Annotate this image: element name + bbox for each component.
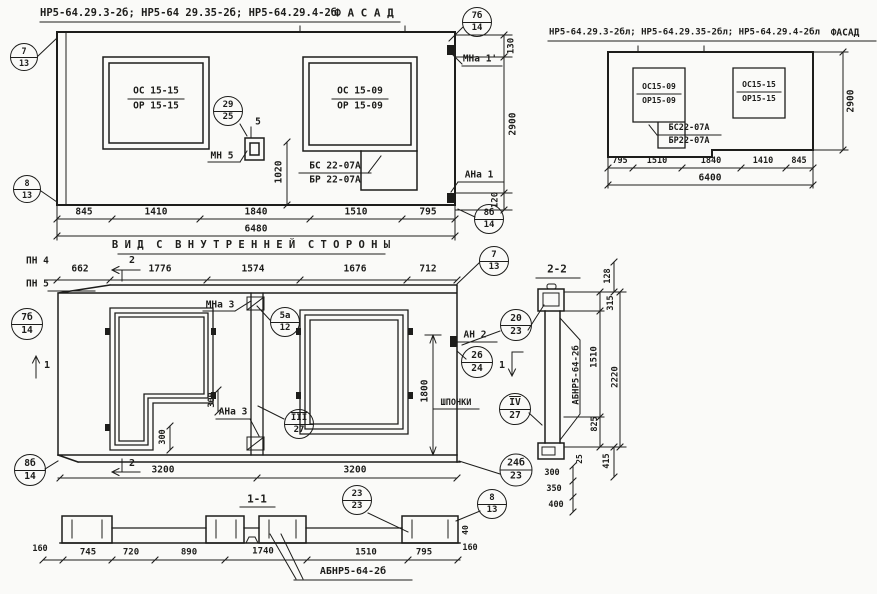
facade-left-title-codes: НР5-64.29.3-2б; НР5-64 29.35-2б; НР5-64.29.4-2б bbox=[40, 6, 338, 19]
callout-29-25-bottom: 25 bbox=[214, 111, 242, 123]
fr-dim-2900: 2900 bbox=[845, 89, 857, 113]
facade-left-title-fasad: Ф А С А Д bbox=[334, 6, 394, 20]
facade-right-linework bbox=[548, 41, 876, 188]
fl-dim-2900: 2900 bbox=[507, 112, 519, 136]
mna3-label: МНа 3 bbox=[205, 299, 235, 311]
section1-marker-left-label: 1 bbox=[43, 360, 51, 371]
s22-dim-128: 128 bbox=[602, 268, 613, 284]
callout-iv-27-bottom: 27 bbox=[500, 409, 530, 422]
mv-dim-300-upper: 300 bbox=[206, 392, 217, 408]
fr-dim-845: 845 bbox=[791, 155, 807, 166]
s11-dim-160-right: 160 bbox=[462, 542, 478, 553]
fr-window-right-top: ОС15-15 bbox=[742, 80, 776, 89]
callout-8-13-left-top: 8 bbox=[24, 178, 30, 189]
facade-right-title-fasad: ФАСАД bbox=[830, 27, 860, 39]
s22-dim-400: 400 bbox=[548, 499, 564, 510]
callout-iii-27-top: $\overline{III}$ bbox=[290, 412, 308, 423]
callout-7-13-left-bottom: 13 bbox=[11, 57, 37, 68]
fr-window-left-bottom: ОР15-09 bbox=[642, 96, 676, 105]
s22-dim-825: 825 bbox=[589, 416, 600, 432]
fr-door-top: БС22-07А bbox=[668, 122, 710, 133]
facade-left-window-right-bottom: ОР 15-09 bbox=[337, 100, 383, 112]
callout-8b-14-right-top: 8б bbox=[483, 207, 495, 218]
facade-left-window-left-bottom: ОР 15-15 bbox=[133, 100, 179, 112]
fr-dim-795: 795 bbox=[612, 155, 628, 166]
callout-26-24-top: 26 bbox=[471, 350, 483, 361]
callout-24b-23-top: 24б bbox=[507, 457, 525, 469]
fr-dim-1510: 1510 bbox=[646, 155, 668, 166]
fl-dim-795: 795 bbox=[419, 206, 437, 218]
s22-dim-415: 415 bbox=[601, 453, 612, 469]
mv-dim-1800: 1800 bbox=[419, 379, 431, 403]
callout-20-23-bottom: 23 bbox=[501, 325, 531, 338]
inner-view-title: В И Д С В Н У Т Р Е Н Н Е Й С Т О Р О Н Ы bbox=[111, 238, 391, 251]
dim-1020: 1020 bbox=[273, 160, 285, 184]
facade-left-linework bbox=[38, 22, 512, 240]
section2-marker-top-label: 2 bbox=[128, 255, 136, 266]
mv-dim-1676: 1676 bbox=[343, 263, 367, 275]
s11-dim-1510: 1510 bbox=[355, 547, 377, 558]
facade-left-window-right-top: ОС 15-09 bbox=[337, 85, 383, 97]
fr-dim-6400: 6400 bbox=[698, 172, 722, 184]
s22-dim-300: 300 bbox=[544, 467, 560, 478]
callout-7-13-left-top: 7 bbox=[21, 46, 27, 57]
ana3-label: АНа 3 bbox=[218, 406, 248, 418]
s11-dim-890: 890 bbox=[180, 547, 198, 558]
fl-dim-845: 845 bbox=[75, 206, 93, 218]
mv-dim-3200-left: 3200 bbox=[151, 464, 175, 476]
mv-dim-662: 662 bbox=[71, 263, 89, 275]
s11-dim-745: 745 bbox=[79, 547, 97, 558]
callout-8b-14-bottom-top: 8б bbox=[24, 458, 36, 469]
callout-7b-14-right-bottom: 14 bbox=[463, 22, 491, 34]
callout-iii-27-bottom: 27 bbox=[285, 424, 313, 436]
an2-label: АН 2 bbox=[463, 329, 487, 341]
fl-dim-130: 130 bbox=[506, 37, 517, 55]
facade-left-door-top: БС 22-07А bbox=[309, 160, 361, 172]
callout-7b-14-right-top: 7б bbox=[471, 10, 483, 21]
fl-dim-120: 120 bbox=[490, 191, 501, 209]
mv-dim-300-lower: 300 bbox=[157, 429, 168, 445]
callout-20-23-top: 20 bbox=[510, 313, 522, 324]
callout-iv-27-top: $\overline{IV}$ bbox=[509, 397, 521, 408]
callout-5a-12-bottom: 12 bbox=[271, 322, 299, 334]
ana1-label: АНа 1 bbox=[464, 169, 494, 181]
inner-view-linework bbox=[33, 254, 545, 521]
fr-dim-1840: 1840 bbox=[700, 155, 722, 166]
fl-dim-6480: 6480 bbox=[244, 223, 268, 235]
mna1-label: МНа 1' bbox=[462, 53, 498, 65]
fl-dim-1510: 1510 bbox=[344, 206, 368, 218]
fr-window-right-bottom: ОР15-15 bbox=[742, 94, 776, 103]
mv-dim-1776: 1776 bbox=[148, 263, 172, 275]
s22-dim-2220: 2220 bbox=[610, 366, 621, 388]
callout-8b-14-bottom-bottom: 14 bbox=[15, 470, 45, 483]
mn5-label: МН 5 bbox=[210, 150, 234, 162]
callout-8-13-left-bottom: 13 bbox=[14, 189, 40, 200]
section1-marker-right-label: 1 bbox=[498, 360, 506, 371]
fr-door-bottom: БР22-07А bbox=[668, 135, 710, 146]
callout-23-23-bottom: 23 bbox=[343, 500, 371, 512]
s11-dim-160-left: 160 bbox=[32, 543, 48, 554]
callout-7b-14-mid-top: 7б bbox=[21, 312, 33, 323]
callout-7-13-mid-bottom: 13 bbox=[480, 261, 508, 273]
mv-dim-712: 712 bbox=[419, 263, 437, 275]
dim-5: 5 bbox=[255, 116, 261, 128]
abnr-label-vertical: АБНР5-64-2б bbox=[571, 345, 582, 405]
s22-dim-315: 315 bbox=[605, 295, 616, 311]
section22-title: 2-2 bbox=[547, 262, 567, 276]
s11-dim-795: 795 bbox=[415, 547, 433, 558]
section-1-1-linework bbox=[40, 507, 461, 580]
facade-left-window-left-top: ОС 15-15 bbox=[133, 85, 179, 97]
fr-dim-1410: 1410 bbox=[752, 155, 774, 166]
fl-dim-1840: 1840 bbox=[244, 206, 268, 218]
callout-7-13-mid-top: 7 bbox=[491, 249, 497, 260]
s22-dim-25: 25 bbox=[575, 454, 584, 464]
s22-dim-350: 350 bbox=[546, 483, 562, 494]
pn4-label: ПН 4 bbox=[26, 255, 49, 267]
mv-dim-3200-right: 3200 bbox=[343, 464, 367, 476]
callout-8-13-bottom-top: 8 bbox=[489, 492, 495, 503]
fr-window-left-top: ОС15-09 bbox=[642, 82, 676, 91]
callout-23-23-top: 23 bbox=[351, 488, 363, 499]
s11-dim-720: 720 bbox=[122, 547, 140, 558]
s11-dim-40: 40 bbox=[461, 525, 470, 535]
mv-dim-1574: 1574 bbox=[241, 263, 265, 275]
callout-7b-14-mid-bottom: 14 bbox=[12, 324, 42, 337]
abnr-label-bottom: АБНР5-64-2б bbox=[319, 566, 387, 577]
callout-8b-14-right-bottom: 14 bbox=[475, 219, 503, 231]
section11-title: 1-1 bbox=[247, 492, 267, 506]
section2-marker-bottom-label: 2 bbox=[128, 458, 136, 469]
callout-5a-12-top: 5а bbox=[279, 310, 291, 321]
s11-dim-1740: 1740 bbox=[252, 546, 274, 557]
s22-dim-1510: 1510 bbox=[589, 346, 600, 368]
callout-26-24-bottom: 24 bbox=[462, 362, 492, 375]
callout-29-25-top: 29 bbox=[222, 99, 234, 110]
pn5-label: ПН 5 bbox=[26, 278, 49, 290]
facade-left-door-bottom: БР 22-07А bbox=[309, 174, 361, 186]
section-2-2-linework bbox=[536, 259, 626, 515]
shponki-label: ШПОНКИ bbox=[440, 397, 472, 408]
facade-right-title-codes: НР5-64.29.3-2бл; НР5-64.29.35-2бл; НР5-64.29.4-2бл bbox=[549, 27, 820, 38]
fl-dim-1410: 1410 bbox=[144, 206, 168, 218]
callout-24b-23-bottom: 23 bbox=[501, 470, 532, 483]
callout-8-13-bottom-bottom: 13 bbox=[478, 504, 506, 516]
